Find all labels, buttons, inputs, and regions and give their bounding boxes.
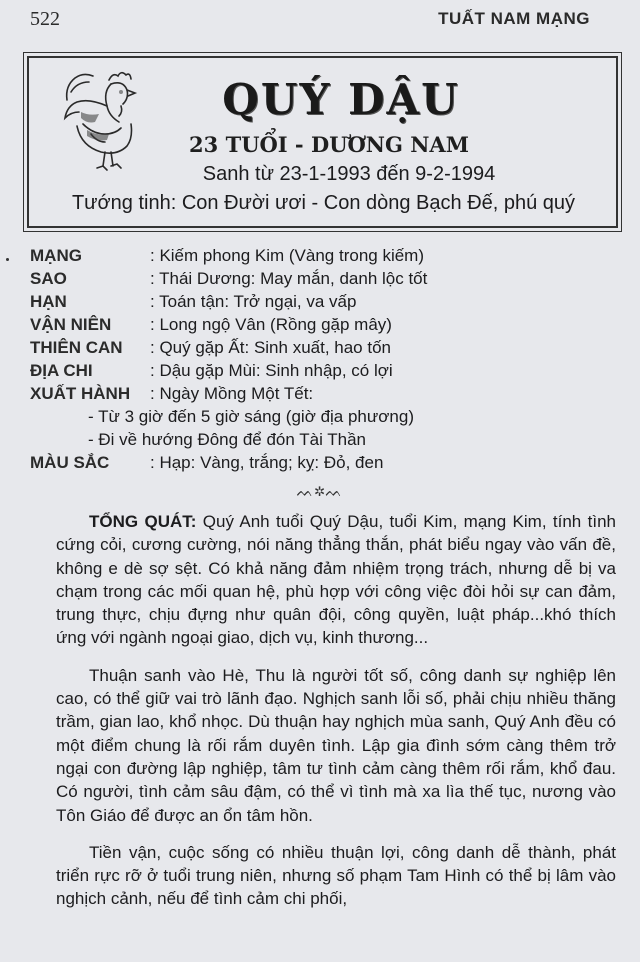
body-text xyxy=(56,510,616,925)
xuat-hanh-detail: - Đi về hướng Đông để đón Tài Thần xyxy=(88,430,367,449)
info-row-mau-sac xyxy=(30,451,630,474)
info-label: ĐỊA CHI xyxy=(30,361,93,380)
info-row-thien-can xyxy=(30,336,630,359)
age-gender-subtitle: 23 TUỔI - DƯƠNG NAM xyxy=(189,132,469,157)
info-row-sao xyxy=(30,267,630,290)
xuat-hanh-detail: - Từ 3 giờ đến 5 giờ sáng (giờ địa phương) xyxy=(88,407,414,426)
info-label: THIÊN CAN xyxy=(30,338,123,357)
section-divider-ornament: ᨓ✲ᨓ xyxy=(296,483,344,499)
paragraph-overview xyxy=(56,510,616,650)
info-value: : Ngày Mồng Một Tết: xyxy=(150,384,314,403)
info-row-dia-chi xyxy=(30,359,630,382)
info-value: : Long ngộ Vân (Rồng gặp mây) xyxy=(150,315,392,334)
title-box xyxy=(27,56,618,228)
info-row-mang xyxy=(30,244,630,267)
info-label: VẬN NIÊN xyxy=(30,315,112,334)
info-label: XUẤT HÀNH xyxy=(30,384,131,403)
birth-date-range: Sanh từ 23-1-1993 đến 9-2-1994 xyxy=(202,163,496,185)
horoscope-info-table xyxy=(30,244,630,474)
book-entry-title: QUÝ DẬU xyxy=(222,75,460,124)
info-value: : Hạp: Vàng, trắng; kỵ: Đỏ, đen xyxy=(150,453,384,472)
paragraph-birth-season: Thuận sanh vào Hè, Thu là người tốt số, công danh sự nghiệp lên cao, có thể giữ vai trò lãnh đạo. Nghịch sanh lỗi số, phải chịu nhiều thăng trầm, gian lao, khổ nhọc. Dù thuận hay nghịch mùa sanh, Quý Anh đều có một điểm chung là rối rắm duyên tình. Lập gia đình sớm càng thêm trở ngại con đường lập nghiệp, tâm tư tình cảm càng thêm rối rắm, khổ đau. Có người, tình cảm sâu đậm, có thể vì tình mà xa lìa thế tục, nương vào Tôn Giáo để được an ổn tâm hồn. xyxy=(56,665,616,825)
page-header xyxy=(0,0,640,40)
info-value: : Toán tận: Trở ngại, va vấp xyxy=(150,292,357,311)
info-row-van-nien xyxy=(30,313,630,336)
ink-speck xyxy=(6,258,9,261)
info-row-xuat-hanh xyxy=(30,382,630,405)
guardian-star-line: Tướng tinh: Con Đười ươi - Con dòng Bạch Đế, phú quý xyxy=(71,192,576,214)
info-label: HẠN xyxy=(30,292,67,311)
overview-text: Quý Anh tuổi Quý Dậu, tuổi Kim, mạng Kim, tính tình cứng cỏi, cương cường, nói năng thẳng thắn, phát biểu ngay vào vấn đề, không e dè sợ sệt. Có khả năng đảm nhiệm trọng trách, nhưng dễ bị va chạm trong các mối quan hệ, phù hợp với công việc đòi hỏi sự can đảm, trung thực, chịu đựng như quân đội, công quyền, luật pháp...khó thích ứng với ngành ngoại giao, dịch vụ, kinh thương... xyxy=(56,512,616,648)
paragraph-early-life: Tiền vận, cuộc sống có nhiều thuận lợi, công danh dễ thành, phát triển rực rỡ ở tuổi trung niên, nhưng số phạm Tam Hình có thể bị lâm vào nghịch cảnh, nếu để tình cảm chi phối, xyxy=(56,842,616,909)
info-value: : Thái Dương: May mắn, danh lộc tốt xyxy=(150,269,428,288)
page-number: 522 xyxy=(30,8,60,30)
info-label: MÀU SẮC xyxy=(30,453,110,472)
info-value: : Quý gặp Ất: Sinh xuất, hao tốn xyxy=(150,338,391,357)
overview-heading: TỔNG QUÁT: xyxy=(89,512,197,531)
info-label: MẠNG xyxy=(30,246,82,265)
info-label: SAO xyxy=(30,269,67,288)
info-row-han xyxy=(30,290,630,313)
info-value: : Kiếm phong Kim (Vàng trong kiếm) xyxy=(150,246,425,265)
info-value: : Dậu gặp Mùi: Sinh nhập, có lợi xyxy=(150,361,393,380)
running-title: TUẤT NAM MẠNG xyxy=(438,9,590,28)
